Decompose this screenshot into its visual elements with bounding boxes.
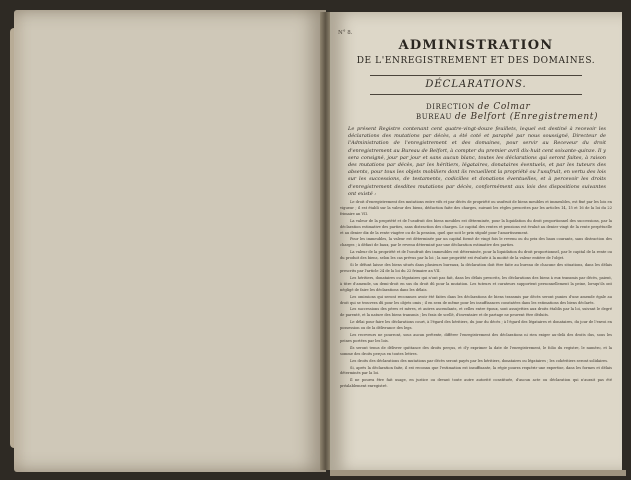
body-paragraph: Pour les immeubles, la valeur est déterminée par un capital formé de vingt fois le revenu ou du prix des baux courants, sans distraction des charges ; à défaut de baux, par le revenu déterminé par une déclaration estimative des parties. [340,237,612,248]
body-paragraph: Les receveurs ne pourront, sous aucun prétexte, différer l'enregistrement des déclarations ni rien exiger au-delà des droits dus, sous les peines portées par les lois. [340,333,612,343]
direction-label: DIRECTION [426,103,475,111]
bureau-handwritten: de Belfort (Enregistrement) [454,112,599,122]
page-number: N° 8. [338,30,353,36]
body-paragraph: Les successions des pères et mères, et autres ascendants, et celles entre époux, sont assujetties aux droits établis par la loi, suivant le degré de parenté, et la nature des biens transmis ; les frais de scellé, d'inventaire et de partage ne peuvent être déduits. [340,307,612,318]
direction-line [426,102,530,112]
body-text [340,200,612,391]
page-bottom-edge [330,470,626,476]
bureau-label: BUREAU [416,113,452,121]
body-paragraph: Le droit d'enregistrement des mutations entre vifs et par décès de propriété ou usufruit de biens meubles et immeubles, est fixé par les lois en vigueur ; il est établi sur la valeur des biens, déduction faite des charges, suivant les règles prescrites par les articles 14, 15 et 16 de la loi du 22 frimaire an VII. [340,200,612,216]
body-paragraph: Les omissions qui seront reconnues avoir été faites dans les déclarations de biens transmis par décès seront punies d'une amende égale au droit qui se trouvera dû pour les objets omis ; il en sera de même pour les insuffisances constatées dans les estimations des biens déclarés. [340,294,612,305]
section-heading: DÉCLARATIONS. [425,79,527,90]
right-page-form [330,12,622,472]
body-paragraph: Il ne pourra être fait usage, en justice ou devant toute autre autorité constituée, d'aucun acte ou déclaration qui n'aurait pas été préalablement enregistré. [340,378,612,389]
divider [370,94,582,95]
bureau-line [416,112,598,122]
body-paragraph: La valeur de la propriété et de l'usufruit des biens meubles est déterminée, pour la liquidation du droit proportionnel des successions, par la déclaration estimative des parties, sans distraction des charges. Le capital des rentes et pensions est évalué au denier vingt de la rente perpétuelle et au denier dix de la rente viagère ou de la pension, quel que soit le prix stipulé pour l'amortissement. [340,218,612,235]
intro-paragraph: Le présent Registre contenant cent quatre-vingt-douze feuillets, lequel est destiné à recevoir les déclarations des mutations par décès, a été coté et paraphé par nous soussigné, Directeur de l'Administration de l'enregistrement et des domaines, pour servir au Receveur du droit d'enregistrement au Bureau de Belfort, à compter du premier avril dix-huit cent soixante-quinze. Il y sera consigné, jour par jour et sans aucun blanc, toutes les déclarations qui seront faites, à raison des mutations par décès, par les héritiers, légataires, donataires éventuels, et par les tuteurs des absents, pour tous les objets mobiliers dont ils recueillent la propriété ou l'usufruit, en vertu des lois sur les successions, de testaments, codicilles et donations éventuelles, et à percevoir les droits d'enregistrement desdites mutations par décès, conformément aux lois des dispositions suivantes ont existé : [348,126,606,197]
page-title: ADMINISTRATION [398,38,554,53]
page-subtitle: DE L'ENREGISTREMENT ET DES DOMAINES. [356,56,596,66]
left-page-blank [14,10,326,472]
body-paragraph: Si, après la déclaration faite, il est reconnu que l'estimation est insuffisante, la régie pourra requérir une expertise, dans les formes et délais déterminés par la loi. [340,365,612,376]
direction-handwritten: de Colmar [477,102,531,112]
body-paragraph: Ils seront tenus de délivrer quittance des droits perçus, et d'y exprimer la date de l'enregistrement, le folio du registre, le numéro, et la somme des droits perçus en toutes lettres. [340,345,612,356]
body-paragraph: Les héritiers, donataires ou légataires qui n'ont pas fait, dans les délais prescrits, les déclarations des biens à eux transmis par décès, paient, à titre d'amende, un demi-droit en sus du droit dû pour la mutation. Les tuteurs et curateurs supportent personnellement la peine, lorsqu'ils ont négligé de faire les déclarations dans les délais. [340,275,612,292]
body-paragraph: Le délai pour faire les déclarations court, à l'égard des héritiers, du jour du décès ; à l'égard des légataires et donataires, du jour de l'envoi en possession ou de la délivrance des legs. [340,320,612,331]
body-paragraph: Les droits des déclarations des mutations par décès seront payés par les héritiers, donataires ou légataires ; les cohéritiers seront solidaires. [350,358,609,363]
divider [370,75,582,76]
body-paragraph: Si le défunt laisse des biens situés dans plusieurs bureaux, la déclaration doit être faite au bureau de chacune des situations, dans les délais prescrits par l'article 24 de la loi du 22 frimaire an VII. [340,263,612,273]
body-paragraph: La valeur de la propriété et de l'usufruit des immeubles est déterminée, pour la liquidation du droit proportionnel, par le capital de la rente ou du produit des biens, selon les cas prévus par la loi ; la nue propriété est évaluée à la moitié de la valeur entière de l'objet. [340,250,612,261]
